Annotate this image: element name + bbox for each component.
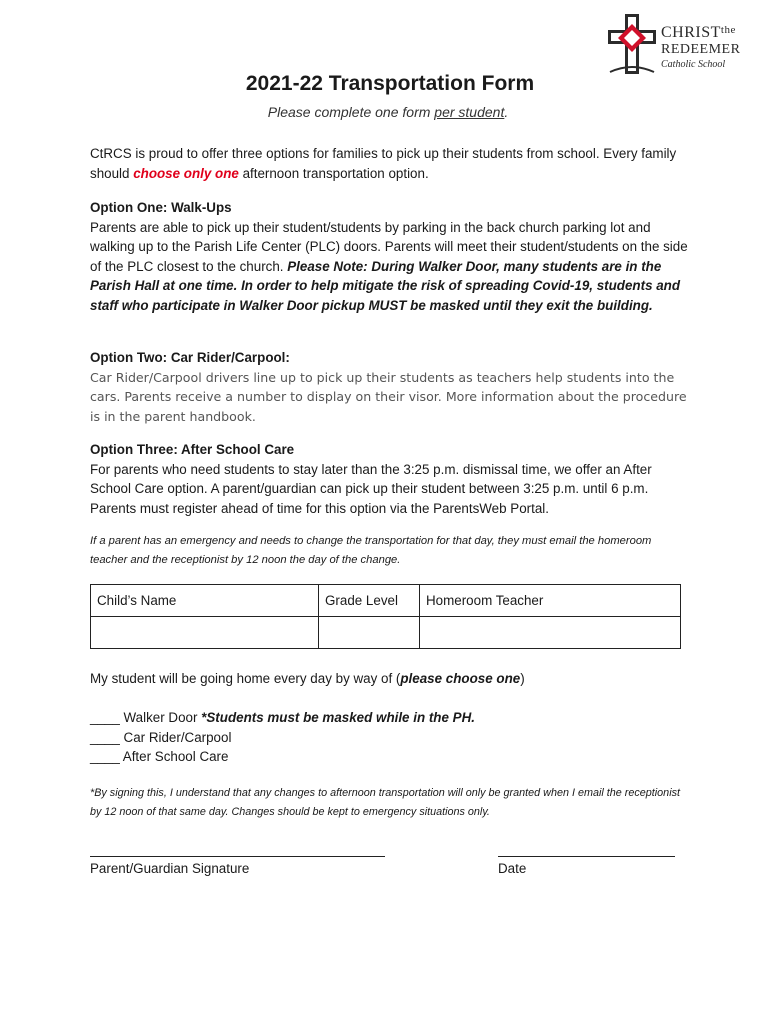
- subtitle-emphasis: per student: [434, 104, 505, 120]
- student-info-table: [90, 584, 681, 649]
- list-item: [90, 728, 690, 748]
- option-one-heading: Option One: Walk-Ups: [90, 200, 232, 215]
- date-line[interactable]: [498, 856, 675, 857]
- choose-prompt-text: My student will be going home every day by way of (: [90, 671, 401, 686]
- intro-paragraph: [90, 144, 690, 183]
- option-three-section: [90, 440, 690, 518]
- page-title: 2021-22 Transportation Form: [245, 72, 535, 95]
- choose-prompt-emphasis: please choose one: [400, 671, 521, 686]
- walker-door-note: *Students must be masked while in the PH.: [201, 710, 475, 725]
- table-row: [91, 617, 681, 649]
- childs-name-field[interactable]: [91, 617, 319, 649]
- cross-logo-icon: [604, 12, 660, 78]
- logo-line3: Catholic School: [661, 59, 726, 70]
- intro-text: CtRCS is proud to offer three options for families to pick up their students from school. Every family should: [90, 146, 677, 181]
- logo-line2: REDEEMER: [661, 42, 741, 57]
- signature-label: Parent/Guardian Signature: [90, 861, 250, 876]
- option-two-text: Car Rider/Carpool drivers line up to pick up their students as teachers help students into the cars. Parents receive a number to display on their visor. More information about the procedure is in the parent handbook.: [90, 369, 687, 424]
- table-header-row: [91, 585, 681, 617]
- option-three-heading: Option Three: After School Care: [90, 442, 295, 457]
- choose-prompt-end: ): [520, 671, 525, 686]
- car-rider-blank[interactable]: ____: [90, 729, 120, 745]
- homeroom-teacher-field[interactable]: [420, 617, 681, 649]
- subtitle: [0, 104, 770, 120]
- signing-note: *By signing this, I understand that any changes to afternoon transportation will only be granted when I email the receptionist by 12 noon of that same day. Changes should be kept to emergency situations only.: [90, 787, 680, 818]
- subtitle-suffix: .: [504, 104, 509, 120]
- list-item: [90, 747, 690, 767]
- car-rider-label: Car Rider/Carpool: [119, 729, 232, 745]
- logo-line1-small: the: [720, 24, 736, 36]
- column-header-grade-level: Grade Level: [319, 585, 420, 617]
- choose-prompt: [90, 669, 690, 689]
- signature-line[interactable]: [90, 856, 385, 857]
- option-one-body: [90, 218, 690, 316]
- column-header-childs-name: Child’s Name: [91, 585, 319, 617]
- walker-door-label: Walker Door: [119, 710, 202, 725]
- emergency-note: If a parent has an emergency and needs to change the transportation for that day, they must email the homeroom teacher and the receptionist by 12 noon the day of the change.: [90, 535, 652, 566]
- option-three-text: For parents who need students to stay later than the 3:25 p.m. dismissal time, we offer an After School Care option. A parent/guardian can pick up their student between 3:25 p.m. until 6 p.m. Parents must register ahead of time for this option via the ParentsWeb Portal.: [90, 461, 652, 516]
- intro-text-end: afternoon transportation option.: [238, 165, 429, 181]
- grade-level-field[interactable]: [319, 617, 420, 649]
- option-two-heading: Option Two: Car Rider/Carpool:: [90, 350, 290, 365]
- subtitle-prefix: Please complete one form: [267, 104, 435, 120]
- after-school-care-blank[interactable]: ____: [90, 749, 120, 764]
- option-one-section: [90, 198, 690, 315]
- option-one-text: Parents are able to pick up their student/students by parking in the back church parking lot and walking up to the Parish Life Center (PLC) doors. Parents will meet their student/students on the side of the PLC closest to the church.: [90, 219, 688, 274]
- intro-highlight: choose only one: [133, 165, 239, 181]
- option-one-note: Please Note: During Walker Door, many students are in the Parish Hall at one time. In order to help mitigate the risk of spreading Covid-19, students and staff who participate in Walker Door pickup MUST be masked until they exit the building.: [90, 258, 681, 313]
- walker-door-blank[interactable]: ____: [90, 710, 120, 725]
- column-header-homeroom-teacher: Homeroom Teacher: [420, 585, 681, 617]
- date-label: Date: [498, 861, 527, 876]
- logo-line1: CHRIST: [661, 24, 721, 41]
- list-item: [90, 708, 690, 728]
- option-two-section: [90, 348, 690, 426]
- school-logo: [604, 12, 744, 78]
- after-school-care-label: After School Care: [119, 749, 229, 764]
- choice-list: [90, 708, 690, 767]
